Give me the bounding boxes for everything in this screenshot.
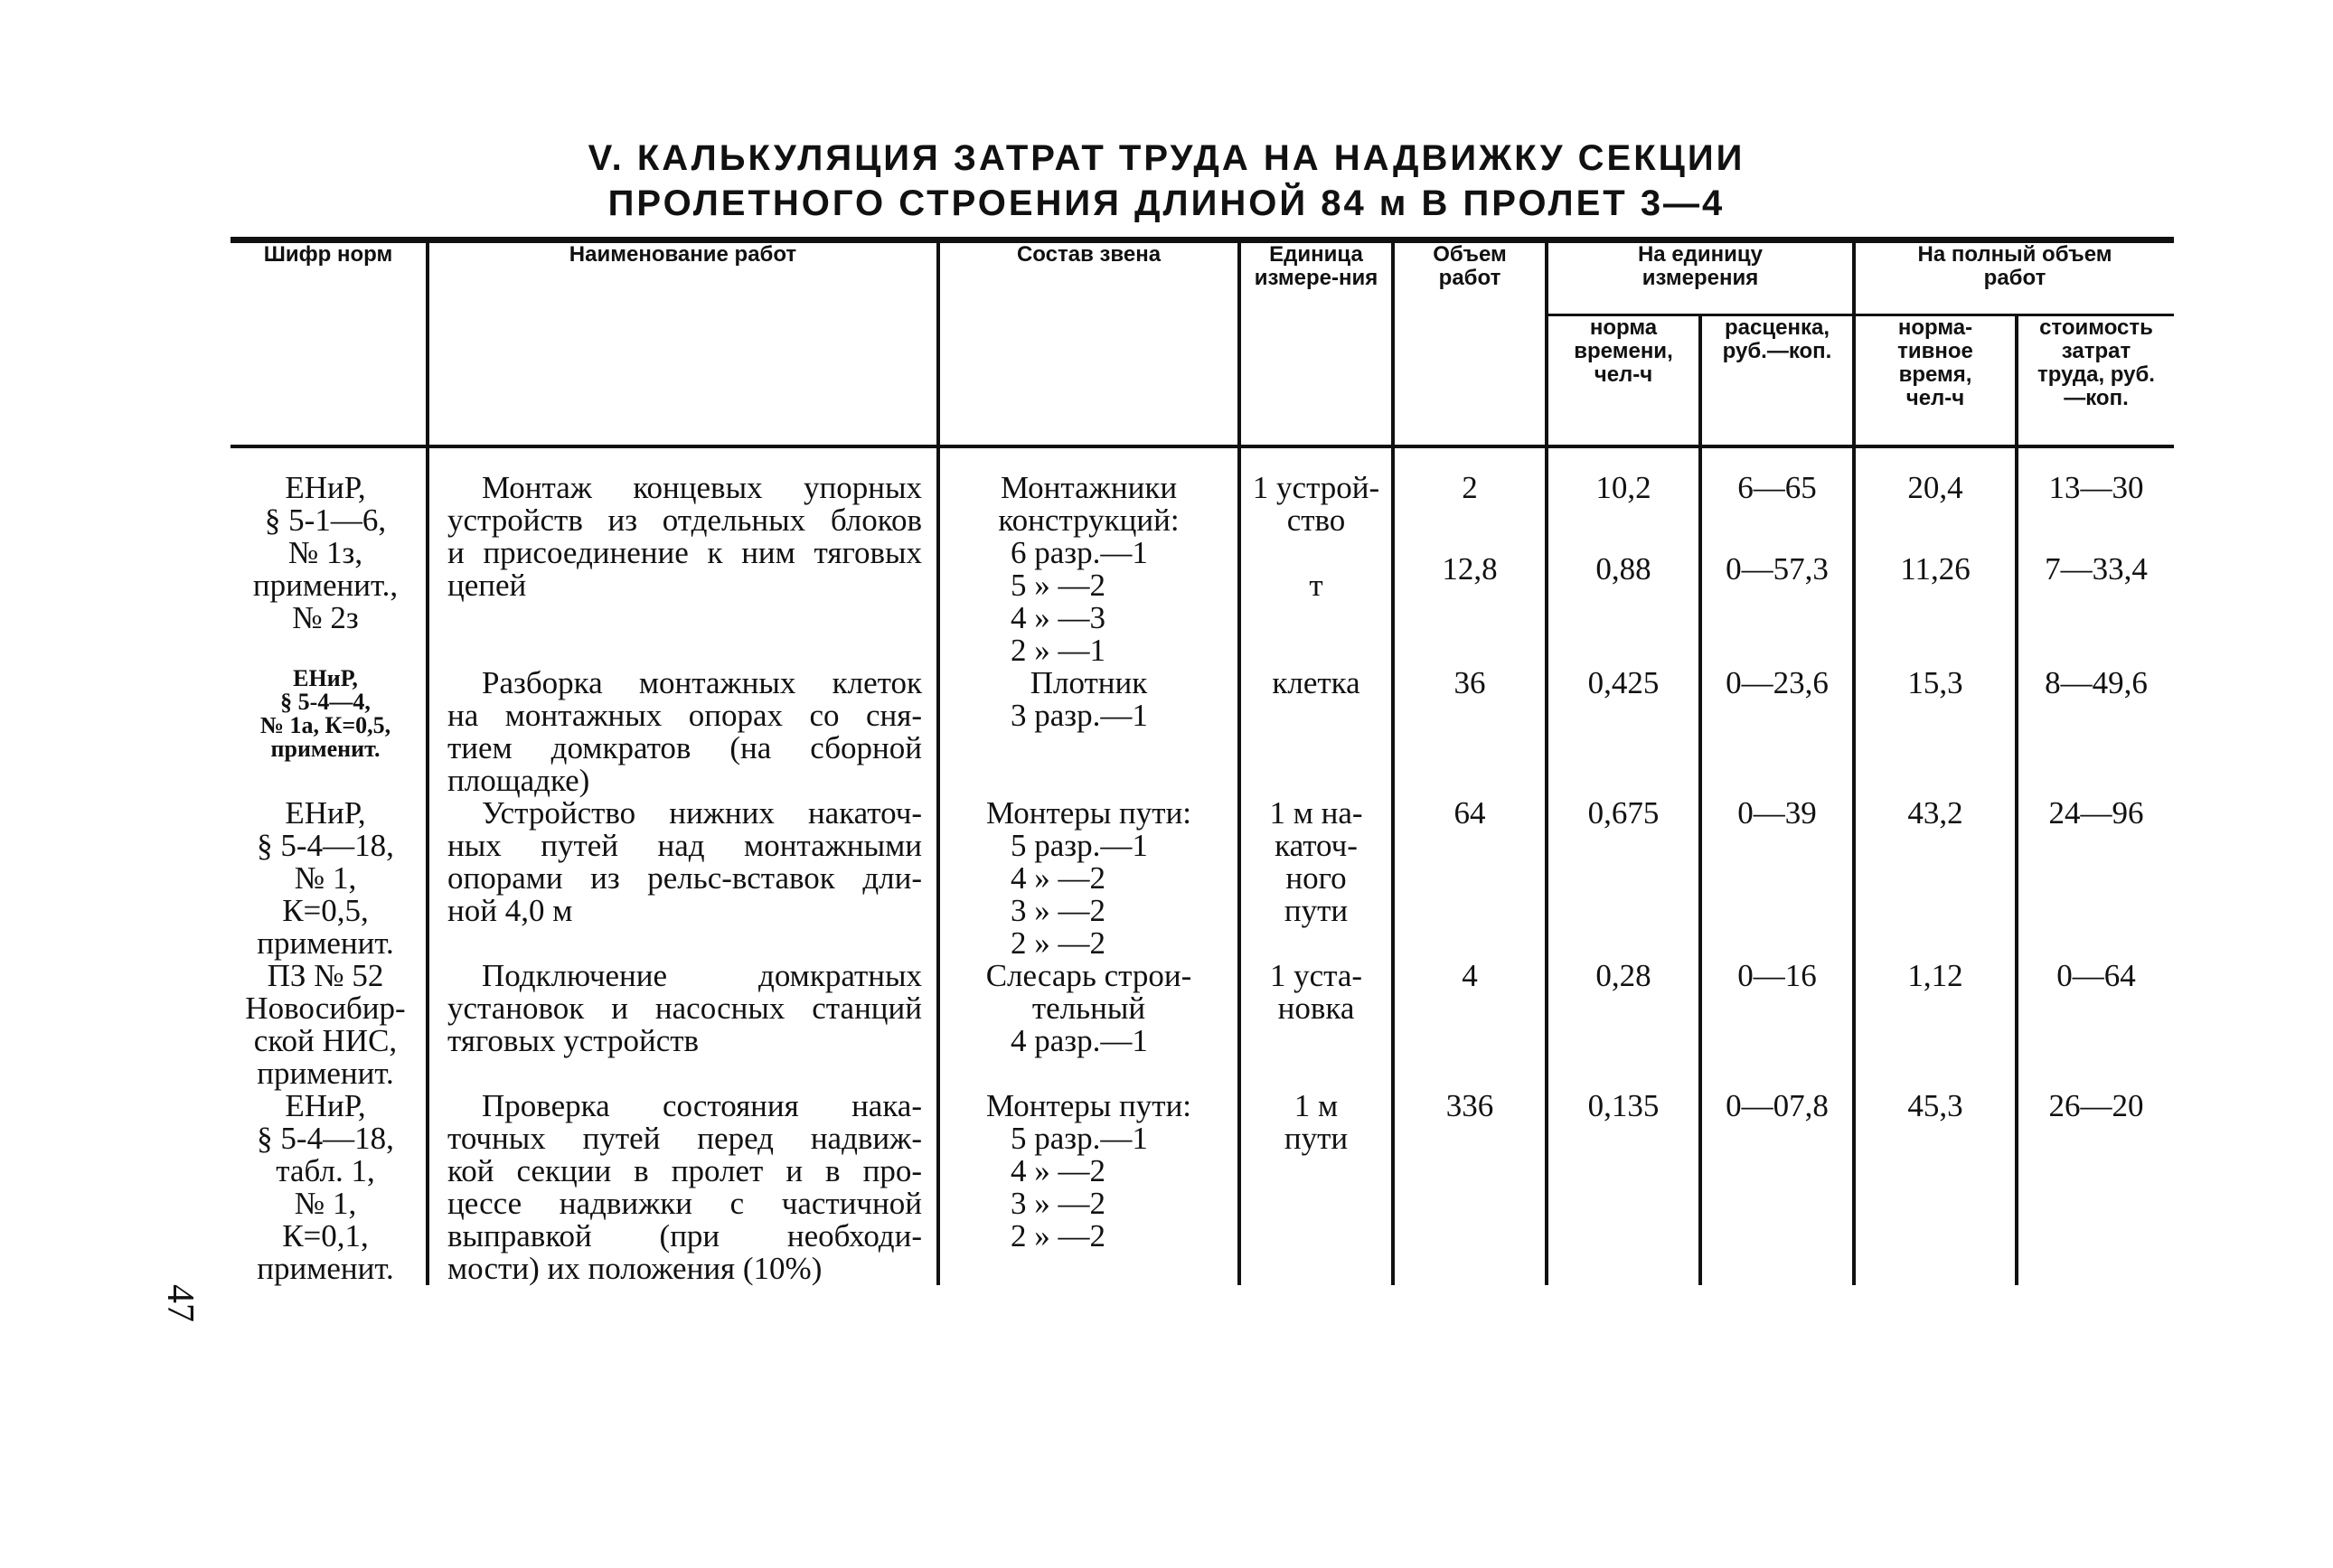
value-line: 0,28 [1595, 958, 1651, 993]
code-line: § 5-1—6, [264, 502, 387, 538]
unit-line: клетка [1272, 665, 1360, 700]
value-line: 4 [1462, 958, 1478, 993]
crew-grade-line: 4 » —2 [1011, 860, 1105, 896]
work-line: точных путей перед надвиж- [447, 1121, 922, 1156]
header-cost-total: стоимость затрат труда, руб.—коп. [2017, 315, 2174, 447]
title-line-1: V. КАЛЬКУЛЯЦИЯ ЗАТРАТ ТРУДА НА НАДВИЖКУ СЕКЦИИ [588, 138, 1745, 178]
table-body [230, 446, 2174, 1285]
value-line: 0,88 [1595, 551, 1651, 587]
value-line: 12,8 [1442, 551, 1498, 587]
unit-cell [1239, 667, 1393, 797]
work-line: тяговых устройств [447, 1023, 700, 1058]
spacer [1395, 504, 1545, 553]
crew-grade-line: 6 разр.—1 [1011, 535, 1148, 570]
rate-cell [1700, 960, 1854, 1090]
code-line: применит. [257, 1251, 394, 1286]
crew-grade-line: 3 » —2 [1011, 1186, 1105, 1221]
code-line: применит. [270, 736, 381, 762]
code-line: К=0,1, [282, 1218, 369, 1253]
unit-line: пути [1284, 893, 1349, 928]
code-line: № 1, [294, 860, 357, 896]
value-line: 0,425 [1587, 665, 1660, 700]
work-line: Подключение домкратных [482, 958, 922, 993]
code-line: ЕНиР, [285, 470, 366, 505]
labor-cost-table [230, 237, 2174, 1285]
crew-grade-line: 2 » —1 [1011, 633, 1105, 668]
code-line: ской НИС, [253, 1023, 398, 1058]
code-line: № 1, [294, 1186, 357, 1221]
code-line: § 5-4—18, [257, 828, 394, 863]
rate-cell [1700, 446, 1854, 667]
code-line: табл. 1, [276, 1153, 375, 1188]
norm-time-cell [1547, 446, 1700, 667]
value-line: 0—64 [2056, 958, 2136, 993]
volume-cell [1393, 446, 1547, 667]
code-line: ПЗ № 52 [267, 958, 384, 993]
norm-time-cell [1547, 797, 1700, 960]
cost-total-cell [2017, 446, 2174, 667]
norm-total-cell [1854, 797, 2017, 960]
work-line: кой секции в пролет и в про- [447, 1153, 922, 1188]
crew-grade-line: 5 » —2 [1011, 568, 1105, 603]
unit-line: ство [1286, 502, 1346, 538]
work-line: Устройство нижних накаточ- [482, 795, 922, 831]
value-line: 20,4 [1907, 470, 1963, 505]
value-line: 13—30 [2048, 470, 2144, 505]
crew-cell [938, 960, 1239, 1090]
crew-title-line: Слесарь строи- [985, 958, 1192, 993]
crew-grade-line: 2 » —2 [1011, 1218, 1105, 1253]
norm-time-cell [1547, 960, 1700, 1090]
value-line: 7—33,4 [2045, 551, 2148, 587]
crew-title-line: конструкций: [998, 502, 1180, 538]
unit-line [1241, 537, 1391, 569]
spacer [1548, 504, 1698, 553]
code-line: применит. [257, 925, 394, 961]
work-line: и присоединение к ним тяговых [447, 535, 922, 570]
unit-line: т [1309, 568, 1323, 603]
rate-cell [1700, 1090, 1854, 1285]
code-line: № 1а, К=0,5, [259, 712, 391, 738]
unit-cell [1239, 1090, 1393, 1285]
crew-grade-line: 4 » —2 [1011, 1153, 1105, 1188]
unit-line: пути [1284, 1121, 1349, 1156]
value-line: 0—23,6 [1726, 665, 1829, 700]
code-line: Новосибир- [245, 991, 406, 1026]
crew-title-line: тельный [1031, 991, 1146, 1026]
work-cell [428, 797, 938, 960]
work-line: Монтаж концевых упорных [482, 470, 922, 505]
value-line: 45,3 [1907, 1088, 1963, 1123]
table-row [230, 446, 2174, 667]
value-line: 0—39 [1737, 795, 1817, 831]
code-line: ЕНиР, [293, 665, 358, 691]
code-line: ЕНиР, [285, 1088, 366, 1123]
crew-grade-line: 4 » —3 [1011, 600, 1105, 635]
work-line: опорами из рельс-вставок дли- [447, 860, 922, 896]
value-line: 36 [1453, 665, 1486, 700]
work-line: Проверка состояния нака- [482, 1088, 922, 1123]
crew-cell [938, 667, 1239, 797]
value-line: 0—57,3 [1726, 551, 1829, 587]
crew-grade-line: 4 разр.—1 [1011, 1023, 1148, 1058]
value-line: 43,2 [1907, 795, 1963, 831]
crew-grade-line: 5 разр.—1 [1011, 828, 1148, 863]
crew-grade-line: 5 разр.—1 [1011, 1121, 1148, 1156]
unit-cell [1239, 797, 1393, 960]
value-line: 11,26 [1900, 551, 1971, 587]
norm-time-cell [1547, 1090, 1700, 1285]
work-cell [428, 1090, 938, 1285]
norm-total-cell [1854, 960, 2017, 1090]
code-line: § 5-4—18, [257, 1121, 394, 1156]
header-rate: расценка, руб.—коп. [1700, 315, 1854, 447]
value-line: 26—20 [2048, 1088, 2144, 1123]
norm-total-cell [1854, 667, 2017, 797]
cost-total-cell [2017, 797, 2174, 960]
header-total: На полный объем работ [1854, 240, 2174, 315]
value-line: 0—16 [1737, 958, 1817, 993]
value-line: 8—49,6 [2045, 665, 2148, 700]
work-line: Разборка монтажных клеток [482, 665, 922, 700]
work-cell [428, 446, 938, 667]
table-row [230, 797, 2174, 960]
unit-cell [1239, 446, 1393, 667]
table-header [230, 240, 2174, 447]
code-line: § 5-4—4, [280, 689, 371, 715]
code-line: К=0,5, [282, 893, 369, 928]
table-row [230, 1090, 2174, 1285]
code-cell [230, 667, 428, 797]
rate-cell [1700, 797, 1854, 960]
spacer [1702, 504, 1852, 553]
header-code: Шифр норм [263, 242, 393, 267]
unit-line: 1 м [1293, 1088, 1339, 1123]
table-row [230, 960, 2174, 1090]
header-volume: Объем работ [1393, 240, 1547, 447]
code-line: № 2з [292, 600, 359, 635]
unit-line: каточ- [1275, 828, 1358, 863]
page-number: 47 [159, 1284, 201, 1322]
volume-cell [1393, 797, 1547, 960]
title-line-2: ПРОЛЕТНОГО СТРОЕНИЯ ДЛИНОЙ 84 м В ПРОЛЕТ 3—4 [607, 183, 1726, 223]
norm-total-cell [1854, 446, 2017, 667]
code-line: ЕНиР, [285, 795, 366, 831]
value-line: 15,3 [1907, 665, 1963, 700]
volume-cell [1393, 1090, 1547, 1285]
header-crew: Состав звена [938, 240, 1239, 447]
work-cell [428, 960, 938, 1090]
unit-line: ного [1285, 860, 1347, 896]
spacer [1856, 504, 2015, 553]
work-line: ной 4,0 м [447, 893, 573, 928]
code-line: применит. [257, 1056, 394, 1091]
work-line: площадке) [447, 763, 590, 798]
spacer [2018, 504, 2174, 553]
unit-line: 1 м на- [1269, 795, 1363, 831]
header-work: Наименование работ [428, 240, 938, 447]
cost-total-cell [2017, 667, 2174, 797]
work-line: цепей [447, 568, 527, 603]
crew-title-line: Плотник [1030, 665, 1148, 700]
work-line: на монтажных опорах со сня- [447, 698, 922, 733]
unit-cell [1239, 960, 1393, 1090]
table-row [230, 667, 2174, 797]
rate-cell [1700, 667, 1854, 797]
crew-grade-line: 3 разр.—1 [1011, 698, 1148, 733]
work-line: цессе надвижки с частичной [447, 1186, 922, 1221]
code-cell [230, 960, 428, 1090]
value-line: 64 [1453, 795, 1486, 831]
crew-title-line: Монтажники [1000, 470, 1178, 505]
unit-line: 1 устрой- [1252, 470, 1380, 505]
value-line: 2 [1462, 470, 1478, 505]
value-line: 0,135 [1587, 1088, 1660, 1123]
work-line: выправкой (при необходи- [447, 1218, 922, 1253]
code-line: № 1з, [287, 535, 363, 570]
code-cell [230, 446, 428, 667]
work-line: устройств из отдельных блоков [447, 502, 922, 538]
header-unit: Единица измере-ния [1239, 240, 1393, 447]
header-norm-total: норма-тивное время, чел-ч [1854, 315, 2017, 447]
code-cell [230, 1090, 428, 1285]
crew-cell [938, 797, 1239, 960]
value-line: 0,675 [1587, 795, 1660, 831]
crew-grade-line: 3 » —2 [1011, 893, 1105, 928]
work-line: установок и насосных станций [447, 991, 922, 1026]
value-line: 24—96 [2048, 795, 2144, 831]
page-title [0, 136, 2333, 226]
code-cell [230, 797, 428, 960]
crew-cell [938, 446, 1239, 667]
unit-line: 1 уста- [1269, 958, 1363, 993]
value-line: 1,12 [1907, 958, 1963, 993]
value-line: 10,2 [1595, 470, 1651, 505]
work-line: мости) их положения (10%) [447, 1251, 823, 1286]
norm-time-cell [1547, 667, 1700, 797]
code-line: применит., [252, 568, 399, 603]
cost-total-cell [2017, 960, 2174, 1090]
crew-cell [938, 1090, 1239, 1285]
norm-total-cell [1854, 1090, 2017, 1285]
work-line: тием домкратов (на сборной [447, 730, 922, 765]
value-line: 336 [1445, 1088, 1494, 1123]
crew-title-line: Монтеры пути: [985, 1088, 1192, 1123]
cost-total-cell [2017, 1090, 2174, 1285]
unit-line: новка [1277, 991, 1355, 1026]
value-line: 6—65 [1737, 470, 1817, 505]
crew-grade-line: 2 » —2 [1011, 925, 1105, 961]
header-norm-time: норма времени, чел-ч [1547, 315, 1700, 447]
volume-cell [1393, 667, 1547, 797]
work-cell [428, 667, 938, 797]
value-line: 0—07,8 [1726, 1088, 1829, 1123]
header-per-unit: На единицу измерения [1547, 240, 1854, 315]
work-line: ных путей над монтажными [447, 828, 922, 863]
volume-cell [1393, 960, 1547, 1090]
crew-title-line: Монтеры пути: [985, 795, 1192, 831]
